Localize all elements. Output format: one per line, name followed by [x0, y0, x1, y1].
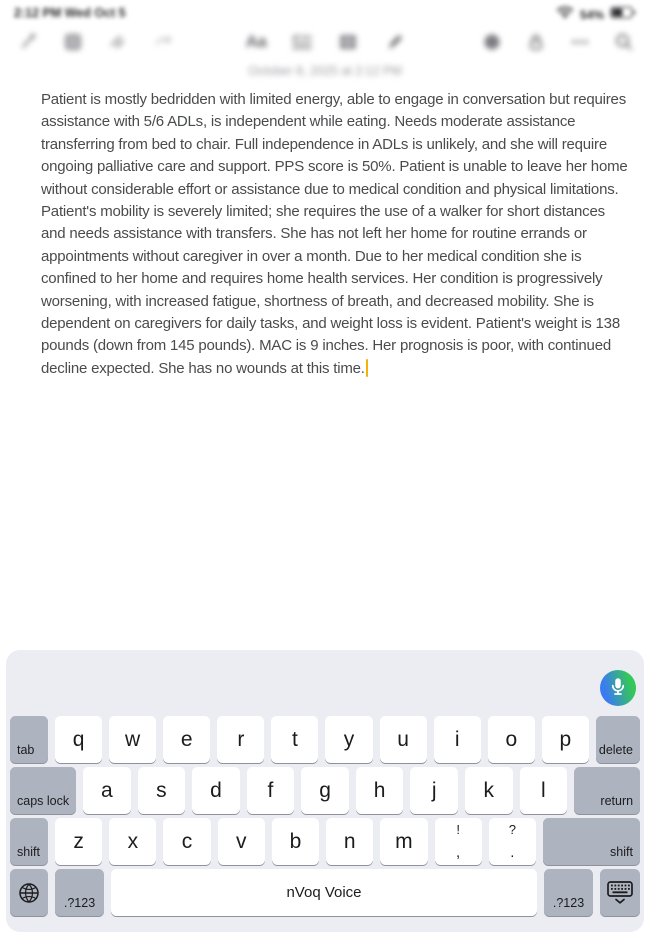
- key-e[interactable]: e: [163, 716, 210, 763]
- key-u[interactable]: u: [380, 716, 427, 763]
- on-screen-keyboard: [6, 650, 644, 932]
- key-tab[interactable]: tab: [10, 716, 48, 763]
- keyboard-dismiss-icon: [606, 880, 634, 906]
- key-?.[interactable]: ? .: [489, 818, 536, 865]
- key-o[interactable]: o: [488, 716, 535, 763]
- note-text: Patient is mostly bedridden with limited energy, able to engage in conversation but requires assistance with 5/6 ADLs, is independent while eating. Needs moderate assistance transferring from bed to chair. Full independence in ADLs is unlikely, and she will require ongoing palliative care and support. PPS score is 50%. Patient is unable to leave her home without considerable effort or assistance due to medical condition and physical limitations. Patient's mobility is severely limited; she requires the use of a walker for short distances and needs assistance with transfers. She has not left her home for routine errands or appointments without caregiver in over a month. Due to her medical condition she is confined to her home and requires home health services. Her condition is progressively worsening, with increased fatigue, shortness of breath, and decreased mobility. She is dependent on caregivers for daily tasks, and weight loss is evident. Patient's weight is 138 pounds (down from 145 pounds). MAC is 9 inches. Her prognosis is poor, with continued decline expected. She has no wounds at this time.: [41, 91, 628, 377]
- table-icon[interactable]: [334, 28, 362, 56]
- key-i[interactable]: i: [434, 716, 481, 763]
- key-l[interactable]: l: [520, 767, 568, 814]
- grid-icon[interactable]: [59, 28, 87, 56]
- key-space-nvoq-voice[interactable]: nVoq Voice: [111, 869, 537, 916]
- key-n[interactable]: n: [326, 818, 373, 865]
- key-p[interactable]: p: [542, 716, 589, 763]
- key-y[interactable]: y: [325, 716, 372, 763]
- key-x[interactable]: x: [109, 818, 156, 865]
- globe-icon: [17, 881, 41, 905]
- key-c[interactable]: c: [163, 818, 210, 865]
- key-w[interactable]: w: [109, 716, 156, 763]
- key-caps-lock[interactable]: caps lock: [10, 767, 76, 814]
- wifi-icon: [556, 5, 574, 24]
- key-j[interactable]: j: [410, 767, 458, 814]
- text-cursor: [366, 359, 369, 377]
- key-z[interactable]: z: [55, 818, 102, 865]
- battery-percent: 54%: [579, 7, 604, 22]
- key-return[interactable]: return: [574, 767, 640, 814]
- note-timestamp: October 8, 2025 at 2:12 PM: [248, 64, 402, 78]
- search-icon[interactable]: [610, 28, 638, 56]
- dictation-mic-button[interactable]: [600, 670, 636, 706]
- key-.?123[interactable]: .?123: [55, 869, 104, 916]
- key-a[interactable]: a: [83, 767, 131, 814]
- pen-icon[interactable]: [14, 28, 42, 56]
- checklist-icon[interactable]: [288, 28, 316, 56]
- key-s[interactable]: s: [138, 767, 186, 814]
- redo-icon[interactable]: [149, 28, 177, 56]
- key-t[interactable]: t: [271, 716, 318, 763]
- key-h[interactable]: h: [356, 767, 404, 814]
- clip-icon[interactable]: [104, 28, 132, 56]
- key-f[interactable]: f: [247, 767, 295, 814]
- status-time-date: 2:12 PM Wed Oct 5: [14, 6, 126, 20]
- key-q[interactable]: q: [55, 716, 102, 763]
- key-v[interactable]: v: [218, 818, 265, 865]
- key-shift[interactable]: shift: [543, 818, 640, 865]
- record-icon[interactable]: [478, 28, 506, 56]
- key-.?123[interactable]: .?123: [544, 869, 593, 916]
- mic-icon: [607, 676, 629, 701]
- markup-icon[interactable]: [380, 28, 408, 56]
- more-icon[interactable]: [566, 28, 594, 56]
- key-r[interactable]: r: [217, 716, 264, 763]
- key-keyboard-dismiss[interactable]: [600, 869, 640, 916]
- key-shift[interactable]: shift: [10, 818, 48, 865]
- key-g[interactable]: g: [301, 767, 349, 814]
- lock-icon[interactable]: [522, 28, 550, 56]
- toolbar: [0, 28, 650, 60]
- key-globe[interactable]: [10, 869, 48, 916]
- note-body[interactable]: [41, 89, 631, 380]
- key-b[interactable]: b: [272, 818, 319, 865]
- key-k[interactable]: k: [465, 767, 513, 814]
- format-icon[interactable]: Aa: [245, 32, 267, 51]
- battery-icon: [610, 6, 636, 24]
- key-d[interactable]: d: [192, 767, 240, 814]
- key-m[interactable]: m: [380, 818, 427, 865]
- key-delete[interactable]: delete: [596, 716, 640, 763]
- status-bar: [0, 0, 650, 26]
- key-!,[interactable]: ! ,: [435, 818, 482, 865]
